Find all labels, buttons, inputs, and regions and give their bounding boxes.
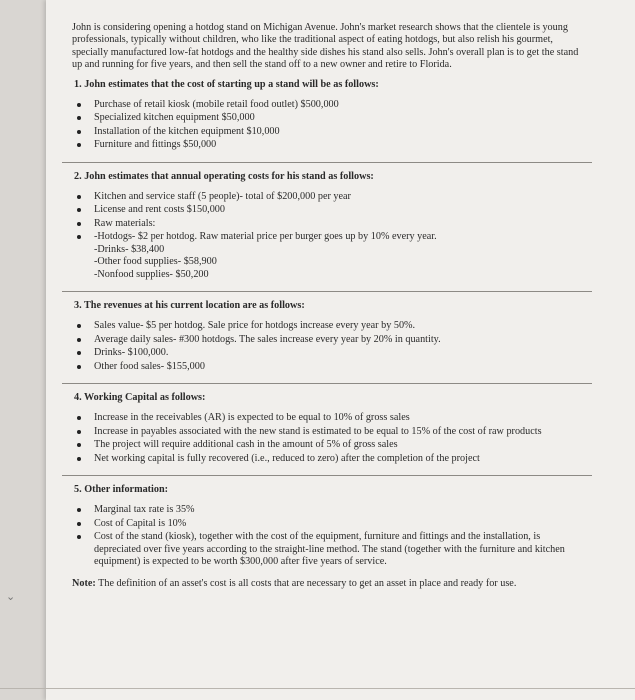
list-item: Cost of Capital is 10% [72,518,582,530]
bullet-icon [77,324,81,328]
bullet-icon [77,351,81,355]
list-item: Increase in payables associated with the new stand is estimated to be equal to 15% of the cost of raw products [72,426,582,438]
list-item: Kitchen and service staff (5 people)- total of $200,000 per year [72,191,582,203]
list-item: Average daily sales- #300 hotdogs. The sales increase every year by 20% in quantity. [72,334,582,346]
bullet-icon [77,365,81,369]
section-2-title: 2. John estimates that annual operating costs for his stand as follows: [74,170,374,182]
list-item: -Hotdogs- $2 per hotdog. Raw material price per burger goes up by 10% every year. -Drinks- $38,400 -Other food supplies- $58,900 -Nonfood supplies- $50,200 [72,231,582,281]
sub-item: -Other food supplies- $58,900 [94,256,217,268]
list-item: Furniture and fittings $50,000 [72,139,582,151]
section-divider [62,383,592,384]
list-item: Other food sales- $155,000 [72,361,582,373]
note-label: Note: [72,578,96,590]
list-item: License and rent costs $150,000 [72,204,582,216]
bullet-icon [77,208,81,212]
document-content [72,22,582,601]
bullet-icon [77,195,81,199]
list-item: Sales value- $5 per hotdog. Sale price for hotdogs increase every year by 50%. [72,320,582,332]
bullet-icon [77,338,81,342]
document-page [46,0,635,700]
bullet-icon [77,430,81,434]
sub-item: -Drinks- $38,400 [94,243,165,255]
bullet-icon [77,116,81,120]
section-3-list [72,320,582,373]
section-5-title: 5. Other information: [74,483,169,495]
section-divider [62,291,592,292]
bullet-icon [77,416,81,420]
bullet-icon [77,522,81,526]
note-text: The definition of an asset's cost is all costs that are necessary to get an asset in place and ready for use. [95,578,517,590]
bullet-icon [77,143,81,147]
bullet-icon [77,443,81,447]
section-4-title: 4. Working Capital as follows: [74,391,206,403]
bullet-icon [77,130,81,134]
bullet-icon [77,103,81,107]
bullet-icon [77,235,81,239]
bottom-divider [0,688,635,689]
bullet-icon [77,222,81,226]
section-4-list [72,412,582,465]
chevron-down-icon: ⌄ [6,590,16,603]
list-item: Increase in the receivables (AR) is expected to be equal to 10% of gross sales [72,412,582,424]
section-3-title: 3. The revenues at his current location are as follows: [74,299,305,311]
section-divider [62,475,592,476]
list-item: The project will require additional cash in the amount of 5% of gross sales [72,439,582,451]
list-item: Raw materials: [72,218,582,230]
section-2-list [72,191,582,281]
bullet-icon [77,457,81,461]
section-divider [62,162,592,163]
bullet-icon [77,535,81,539]
section-5-list [72,504,582,568]
list-item: Drinks- $100,000. [72,347,582,359]
list-item: Purchase of retail kiosk (mobile retail food outlet) $500,000 [72,99,582,111]
list-item: Specialized kitchen equipment $50,000 [72,112,582,124]
list-item: Installation of the kitchen equipment $10,000 [72,126,582,138]
section-1-list [72,99,582,152]
note-paragraph [72,578,582,590]
intro-paragraph: John is considering opening a hotdog stand on Michigan Avenue. John's market research shows that the clientele is young professionals, typically without children, who like the traditional aspect of eating hotdogs, but also relish his gourmet, specially manufactured low-fat hotdogs and the healthy side dishes his stand also sells. John's overall plan is to get the stand up and running for five years, and then sell the stand off to a new owner and retire to Florida. [72,22,579,71]
sub-item: -Nonfood supplies- $50,200 [94,268,209,280]
list-item: Net working capital is fully recovered (i.e., reduced to zero) after the completion of the project [72,453,582,465]
section-1-title: 1. John estimates that the cost of starting up a stand will be as follows: [74,78,379,90]
bullet-icon [77,508,81,512]
list-item: Marginal tax rate is 35% [72,504,582,516]
list-item: Cost of the stand (kiosk), together with the cost of the equipment, furniture and fittings and the installation, is depreciated over five years according to the straight-line method. The stand (together with the furniture and kitchen equipment) is expected to be worth $300,000 after five years of service. [72,531,582,568]
